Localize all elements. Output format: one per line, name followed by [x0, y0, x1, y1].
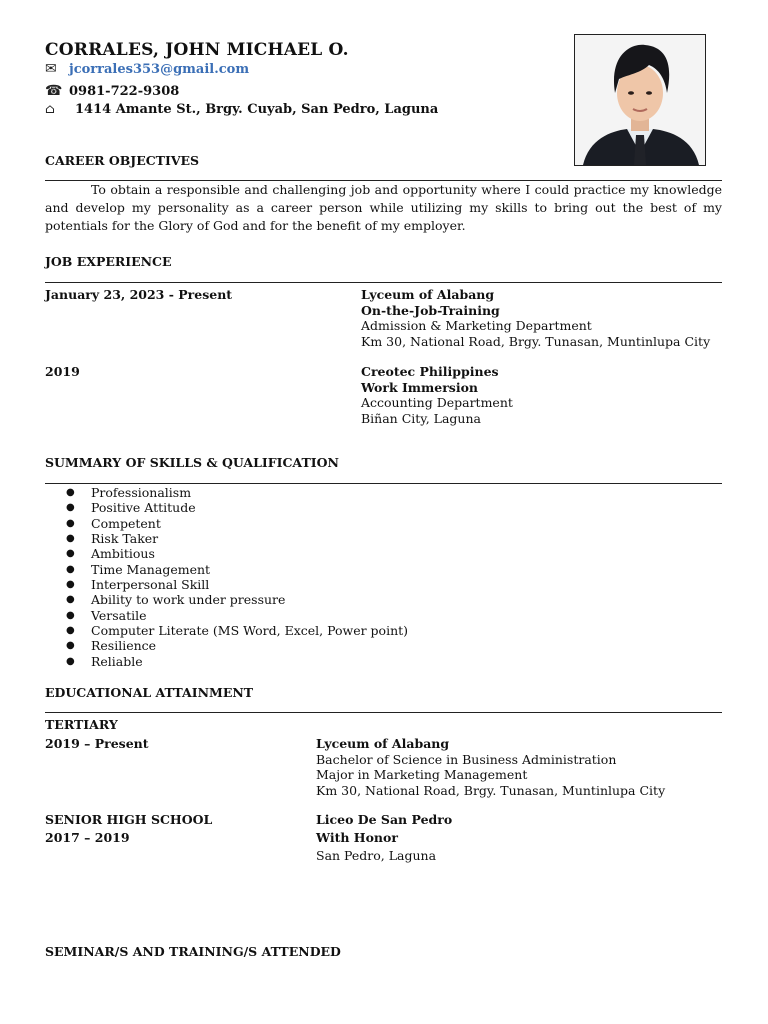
skill-label: Time Management: [91, 561, 211, 577]
job-location: Biñan City, Laguna: [361, 410, 481, 426]
career-objectives-heading: CAREER OBJECTIVES: [45, 153, 200, 168]
skill-item: [66, 546, 408, 561]
tertiary-school: Lyceum of Alabang: [316, 736, 450, 751]
skill-label: Ability to work under pressure: [91, 592, 286, 608]
job-entry: [361, 364, 513, 426]
job-experience-heading: JOB EXPERIENCE: [45, 254, 172, 269]
skill-label: Computer Literate (MS Word, Excel, Power point): [91, 623, 409, 639]
skill-item: [66, 485, 408, 500]
skill-item: [66, 592, 408, 607]
skill-label: Risk Taker: [91, 531, 159, 547]
skill-label: Competent: [91, 515, 161, 531]
tertiary-degree: Bachelor of Science in Business Administration: [316, 751, 617, 767]
skill-item: [66, 608, 408, 623]
profile-photo: [574, 34, 706, 166]
skill-item: [66, 531, 408, 546]
skill-label: Resilience: [91, 638, 157, 654]
job-date: 2019: [45, 364, 80, 379]
bullet-icon: ●: [66, 548, 75, 560]
tertiary-entry: [316, 736, 665, 798]
skill-label: Positive Attitude: [91, 500, 196, 516]
shs-honor: With Honor: [316, 830, 398, 845]
email-link[interactable]: jcorrales353@gmail.com: [69, 61, 250, 77]
skill-item: [66, 500, 408, 515]
tertiary-years: 2019 – Present: [45, 736, 149, 751]
phone-row: [45, 83, 179, 99]
job-entry: [361, 287, 710, 349]
bullet-icon: ●: [66, 609, 75, 621]
bullet-icon: ●: [66, 640, 75, 652]
tertiary-label: TERTIARY: [45, 717, 118, 732]
skill-item: [66, 516, 408, 531]
skill-item: [66, 577, 408, 592]
bullet-icon: ●: [66, 594, 75, 606]
skill-label: Interpersonal Skill: [91, 577, 210, 593]
shs-location: San Pedro, Laguna: [316, 848, 437, 863]
address-row: [45, 102, 438, 117]
skill-item: [66, 562, 408, 577]
section-divider: [45, 712, 722, 713]
job-organization: Lyceum of Alabang: [361, 287, 495, 302]
tertiary-location: Km 30, National Road, Brgy. Tunasan, Muntinlupa City: [316, 782, 666, 798]
section-divider: [45, 483, 722, 484]
job-organization: Creotec Philippines: [361, 364, 499, 379]
skills-list: [66, 485, 408, 669]
seminars-heading: SEMINAR/S AND TRAINING/S ATTENDED: [45, 944, 341, 959]
bullet-icon: ●: [66, 563, 75, 575]
skills-heading: SUMMARY OF SKILLS & QUALIFICATION: [45, 455, 339, 470]
career-objective-body: To obtain a responsible and challenging job and opportunity where I could practice my knowledge and develop my personality as a career person while utilizing my skills to bring out the best of my potentials for the Glory of God and for the benefit of my employer.: [45, 182, 722, 233]
skill-label: Professionalism: [91, 485, 192, 500]
address: 1414 Amante St., Brgy. Cuyab, San Pedro, Laguna: [75, 102, 439, 117]
email-row: [45, 61, 249, 77]
job-date: January 23, 2023 - Present: [45, 287, 233, 302]
job-role: Work Immersion: [361, 379, 479, 395]
bullet-icon: ●: [66, 579, 75, 591]
section-divider: [45, 282, 722, 283]
skill-label: Versatile: [91, 607, 147, 623]
phone-number: 0981-722-9308: [69, 83, 180, 99]
bullet-icon: ●: [66, 517, 75, 529]
skill-item: [66, 638, 408, 653]
job-department: Admission & Marketing Department: [361, 318, 592, 333]
skill-item: [66, 623, 408, 638]
skill-label: Reliable: [91, 653, 143, 669]
skill-label: Ambitious: [91, 546, 155, 562]
envelope-icon: ✉: [45, 61, 57, 77]
bullet-icon: ●: [66, 533, 75, 545]
job-department: Accounting Department: [361, 395, 513, 410]
telephone-icon: ☎: [45, 83, 63, 99]
applicant-name: CORRALES, JOHN MICHAEL O.: [45, 40, 349, 60]
bullet-icon: ●: [66, 625, 75, 637]
job-location: Km 30, National Road, Brgy. Tunasan, Muntinlupa City: [361, 333, 711, 349]
career-objective-text: [45, 181, 722, 235]
tertiary-major: Major in Marketing Management: [316, 767, 528, 782]
education-heading: EDUCATIONAL ATTAINMENT: [45, 685, 254, 700]
job-role: On-the-Job-Training: [361, 302, 500, 318]
bullet-icon: ●: [66, 502, 75, 514]
shs-years: 2017 – 2019: [45, 830, 130, 845]
shs-label: SENIOR HIGH SCHOOL: [45, 812, 213, 827]
home-icon: ⌂: [45, 102, 55, 117]
shs-school: Liceo De San Pedro: [316, 812, 453, 827]
bullet-icon: ●: [66, 487, 75, 498]
bullet-icon: ●: [66, 655, 75, 667]
skill-item: [66, 654, 408, 669]
